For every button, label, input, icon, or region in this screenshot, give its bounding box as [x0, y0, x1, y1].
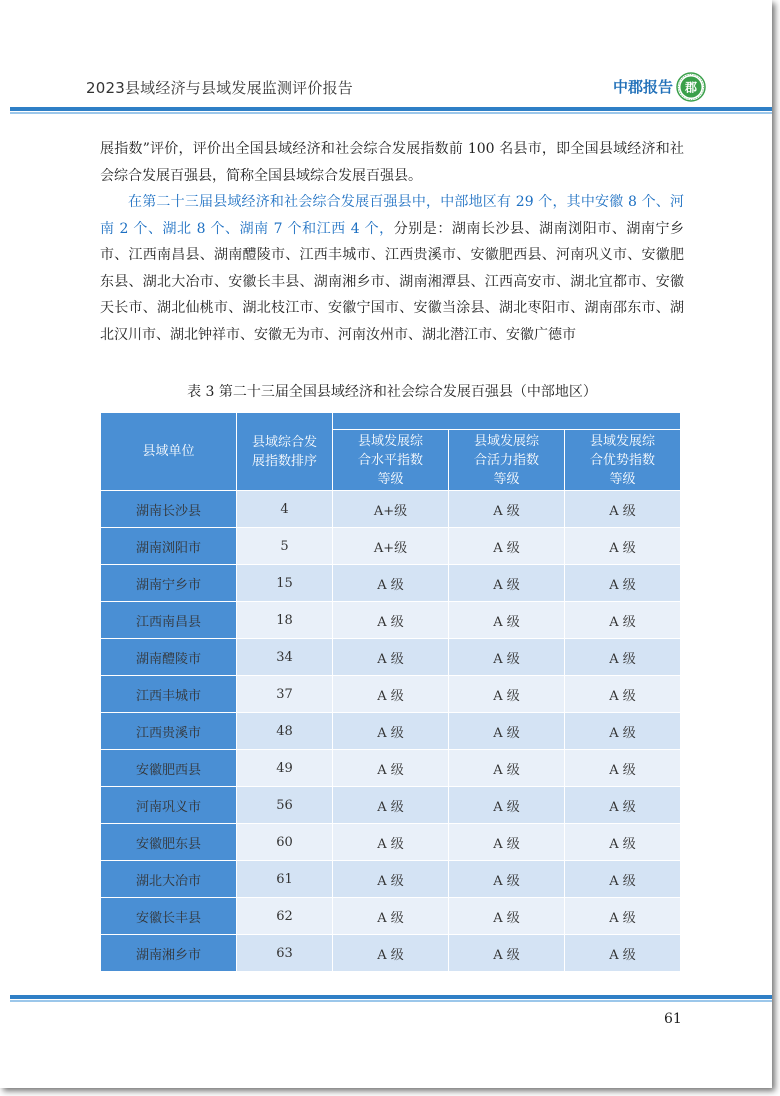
- cell-rank: 60: [237, 824, 333, 861]
- cell-vitality-grade: A 级: [449, 491, 565, 528]
- cell-county-name: 安徽长丰县: [101, 898, 237, 935]
- cell-level-grade: A 级: [333, 898, 449, 935]
- cell-rank: 56: [237, 787, 333, 824]
- table-row: [101, 898, 681, 935]
- header-rule: [10, 107, 772, 111]
- footer-rule-light: [10, 1000, 772, 1002]
- cell-advantage-grade: A 级: [565, 713, 681, 750]
- footer-rule: [10, 995, 772, 999]
- cell-advantage-grade: A 级: [565, 676, 681, 713]
- cell-advantage-grade: A 级: [565, 861, 681, 898]
- cell-vitality-grade: A 级: [449, 713, 565, 750]
- cell-level-grade: A 级: [333, 676, 449, 713]
- cell-rank: 49: [237, 750, 333, 787]
- cell-rank: 48: [237, 713, 333, 750]
- header-unit: 县域单位: [101, 413, 237, 491]
- cell-advantage-grade: A 级: [565, 528, 681, 565]
- cell-level-grade: A 级: [333, 565, 449, 602]
- cell-level-grade: A 级: [333, 787, 449, 824]
- cell-advantage-grade: A 级: [565, 750, 681, 787]
- table-row: [101, 787, 681, 824]
- cell-rank: 5: [237, 528, 333, 565]
- cell-county-name: 江西贵溪市: [101, 713, 237, 750]
- cell-advantage-grade: A 级: [565, 565, 681, 602]
- table-row: [101, 639, 681, 676]
- cell-county-name: 湖南宁乡市: [101, 565, 237, 602]
- cell-rank: 15: [237, 565, 333, 602]
- header-level: 县域发展综合水平指数等级: [333, 430, 449, 491]
- brand-logo-char: 郡: [684, 80, 698, 95]
- cell-rank: 18: [237, 602, 333, 639]
- paragraph-central-region: [100, 189, 684, 348]
- cell-vitality-grade: A 级: [449, 639, 565, 676]
- cell-level-grade: A 级: [333, 935, 449, 972]
- cell-county-name: 湖北大冶市: [101, 861, 237, 898]
- cell-rank: 63: [237, 935, 333, 972]
- ranking-table: [100, 412, 681, 972]
- header-advantage: 县域发展综合优势指数等级: [565, 430, 681, 491]
- table-row: [101, 491, 681, 528]
- cell-vitality-grade: A 级: [449, 787, 565, 824]
- body-text: [100, 136, 684, 348]
- page-number: 61: [664, 1011, 682, 1027]
- cell-rank: 61: [237, 861, 333, 898]
- cell-advantage-grade: A 级: [565, 898, 681, 935]
- cell-level-grade: A 级: [333, 713, 449, 750]
- cell-rank: 4: [237, 491, 333, 528]
- cell-level-grade: A 级: [333, 750, 449, 787]
- brand-name: 中郡报告: [613, 78, 674, 96]
- highlighted-summary: 在第二十三届县域经济和社会综合发展百强县中，中部地区有 29 个，其中安徽 8 个、河南 2 个、湖北 8 个、湖南 7 个和江西 4 个，: [100, 194, 684, 237]
- cell-vitality-grade: A 级: [449, 565, 565, 602]
- cell-rank: 62: [237, 898, 333, 935]
- cell-level-grade: A 级: [333, 602, 449, 639]
- cell-level-grade: A+级: [333, 491, 449, 528]
- cell-county-name: 湖南长沙县: [101, 491, 237, 528]
- table-row: [101, 824, 681, 861]
- table-row: [101, 935, 681, 972]
- cell-county-name: 湖南醴陵市: [101, 639, 237, 676]
- cell-level-grade: A 级: [333, 824, 449, 861]
- cell-level-grade: A 级: [333, 639, 449, 676]
- cell-county-name: 湖南浏阳市: [101, 528, 237, 565]
- cell-advantage-grade: A 级: [565, 787, 681, 824]
- header-rank: 县域综合发展指数排序: [237, 413, 333, 491]
- table-row: [101, 528, 681, 565]
- table-row: [101, 565, 681, 602]
- table-row: [101, 713, 681, 750]
- cell-level-grade: A 级: [333, 861, 449, 898]
- cell-vitality-grade: A 级: [449, 898, 565, 935]
- cell-county-name: 河南巩义市: [101, 787, 237, 824]
- cell-advantage-grade: A 级: [565, 935, 681, 972]
- header-rule-light: [10, 112, 772, 114]
- cell-vitality-grade: A 级: [449, 528, 565, 565]
- cell-vitality-grade: A 级: [449, 750, 565, 787]
- cell-advantage-grade: A 级: [565, 824, 681, 861]
- header-group-bar: [333, 413, 681, 430]
- brand-logo-icon: [676, 72, 706, 102]
- running-header-title: 2023县域经济与县域发展监测评价报告: [86, 79, 353, 97]
- cell-county-name: 江西丰城市: [101, 676, 237, 713]
- paragraph-continued: 展指数”评价，评价出全国县域经济和社会综合发展指数前 100 名县市，即全国县域经济和社会综合发展百强县，简称全国县域综合发展百强县。: [100, 141, 684, 184]
- cell-rank: 34: [237, 639, 333, 676]
- cell-county-name: 湖南湘乡市: [101, 935, 237, 972]
- cell-advantage-grade: A 级: [565, 602, 681, 639]
- cell-vitality-grade: A 级: [449, 861, 565, 898]
- table-caption: 表 3 第二十三届全国县域经济和社会综合发展百强县（中部地区）: [187, 384, 597, 400]
- header-vitality: 县域发展综合活力指数等级: [449, 430, 565, 491]
- cell-advantage-grade: A 级: [565, 491, 681, 528]
- cell-vitality-grade: A 级: [449, 935, 565, 972]
- cell-county-name: 安徽肥西县: [101, 750, 237, 787]
- cell-vitality-grade: A 级: [449, 676, 565, 713]
- cell-county-name: 安徽肥东县: [101, 824, 237, 861]
- cell-advantage-grade: A 级: [565, 639, 681, 676]
- cell-level-grade: A+级: [333, 528, 449, 565]
- county-list: 分别是：湖南长沙县、湖南浏阳市、湖南宁乡市、江西南昌县、湖南醴陵市、江西丰城市、江西贵溪市、安徽肥西县、河南巩义市、安徽肥东县、湖北大冶市、安徽长丰县、湖南湘乡市、湖南湘潭县、江西高安市、湖北宜都市、安徽天长市、湖北仙桃市、湖北枝江市、安徽宁国市、安徽当涂县、湖北枣阳市、湖南邵东市、湖北汉川市、湖北钟祥市、安徽无为市、河南汝州市、湖北潜江市、安徽广德市: [100, 220, 685, 343]
- cell-rank: 37: [237, 676, 333, 713]
- table-row: [101, 602, 681, 639]
- table-row: [101, 676, 681, 713]
- cell-county-name: 江西南昌县: [101, 602, 237, 639]
- cell-vitality-grade: A 级: [449, 602, 565, 639]
- table-body: [101, 491, 681, 972]
- table-row: [101, 750, 681, 787]
- table-row: [101, 861, 681, 898]
- cell-vitality-grade: A 级: [449, 824, 565, 861]
